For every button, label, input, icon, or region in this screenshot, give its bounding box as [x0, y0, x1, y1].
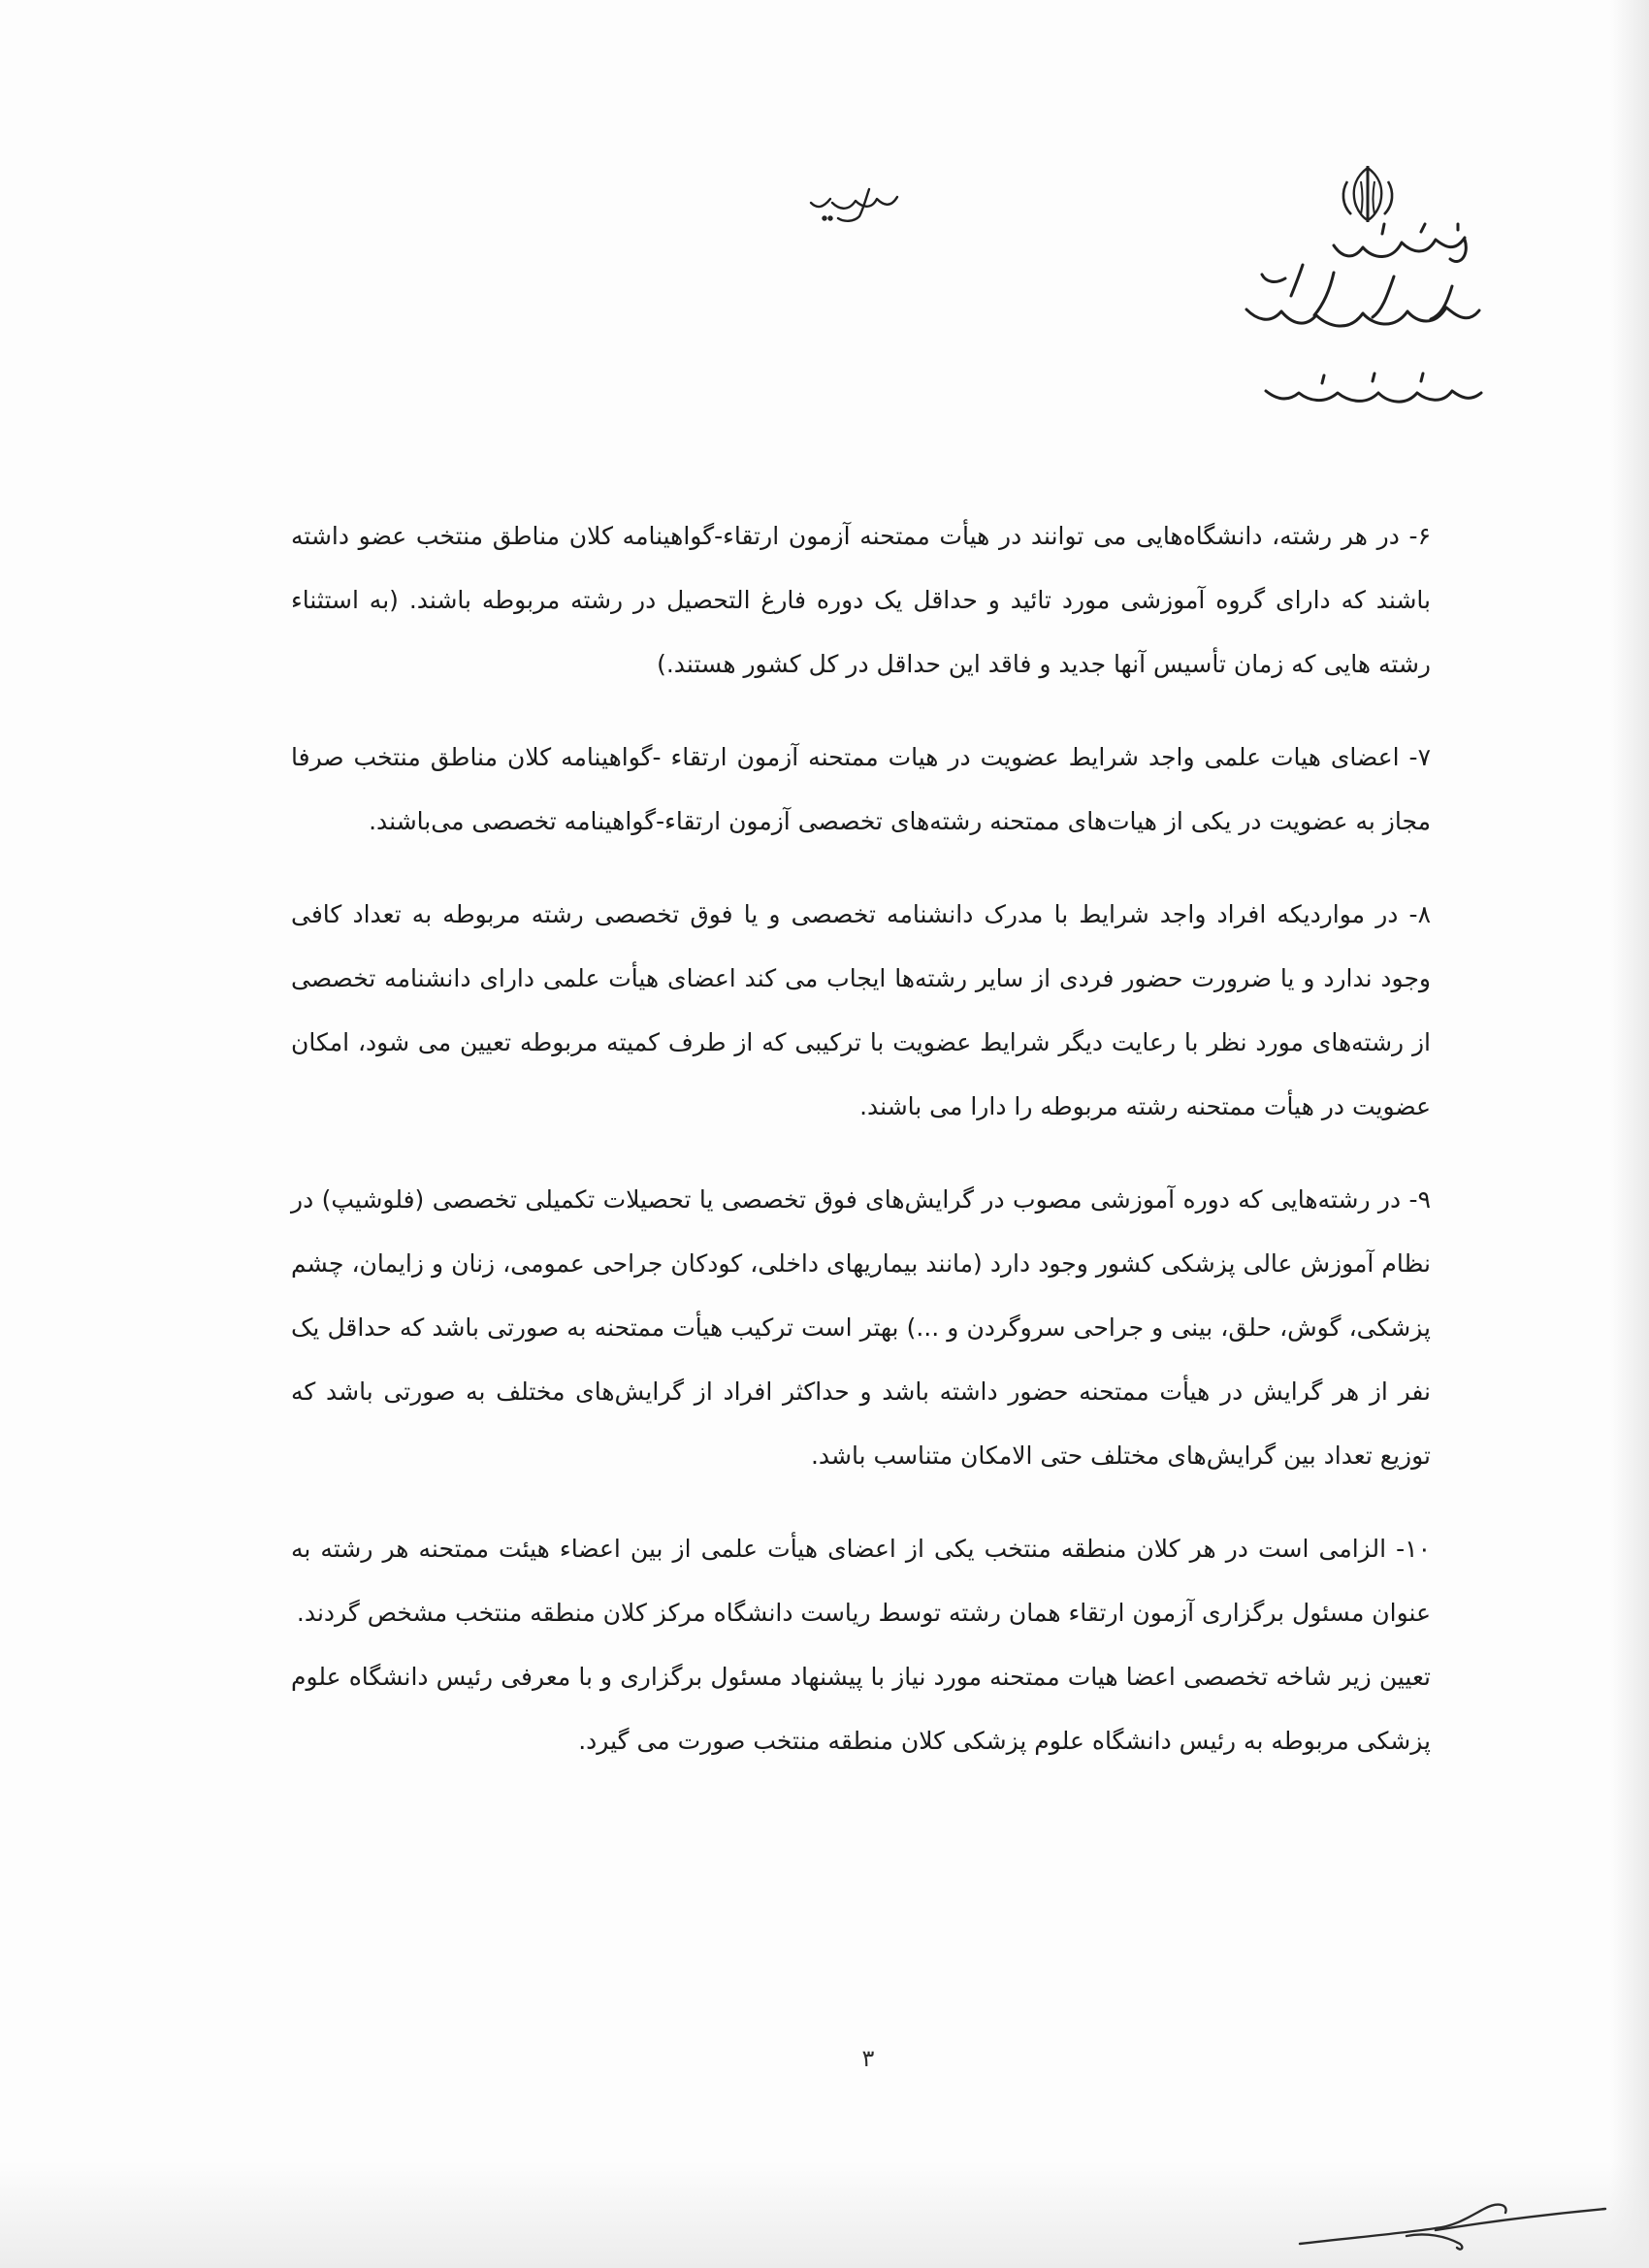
paragraph-7: ۷- اعضای هیات علمی واجد شرایط عضویت در هیات ممتحنه آزمون ارتقاء -گواهینامه کلان مناطق منتخب صرفا مجاز به عضویت در یکی از هیات‌های ممتحنه رشته‌های تخصصی آزمون ارتقاء-گواهینامه تخصصی می‌باشند.	[291, 743, 1431, 835]
handwritten-signature-icon	[1290, 2187, 1610, 2255]
paragraph-6: ۶- در هر رشته، دانشگاه‌هایی می توانند در هیأت ممتحنه آزمون ارتقاء-گواهینامه کلان مناطق منتخب عضو داشته باشند که دارای گروه آموزشی مورد تائید و حداقل یک دوره فارغ التحصیل در رشته مربوطه باشند. (به استثناء رشته هایی که زمان تأسیس آنها جدید و فاقد این حداقل در کل کشور هستند.)	[291, 522, 1431, 678]
scan-edge-shadow	[1610, 0, 1649, 2268]
document-body	[291, 504, 1431, 1802]
page-number: ۳	[861, 2045, 875, 2072]
paragraph-subbranch: تعیین زیر شاخه تخصصی اعضا هیات ممتحنه مورد نیاز با پیشنهاد مسئول برگزاری و با معرفی رئیس دانشگاه علوم پزشکی مربوطه به رئیس دانشگاه علوم پزشکی کلان منطقه منتخب صورت می گیرد.	[291, 1663, 1431, 1755]
paragraph-8: ۸- در مواردیکه افراد واجد شرایط با مدرک دانشنامه تخصصی و یا فوق تخصصی رشته مربوطه به تعداد کافی وجود ندارد و یا ضرورت حضور فردی از سایر رشته‌ها ایجاب می کند اعضای هیأت علمی دارای دانشنامه تخصصی از رشته‌های مورد نظر با رعایت دیگر شرایط عضویت با ترکیبی که از طرف کمیته مربوطه تعیین می شود، امکان عضویت در هیأت ممتحنه رشته مربوطه را دارا می باشند.	[291, 900, 1431, 1120]
paragraph-9: ۹- در رشته‌هایی که دوره آموزشی مصوب در گرایش‌های فوق تخصصی یا تحصیلات تکمیلی تخصصی (فلوشیپ) در نظام آموزش عالی پزشکی کشور وجود دارد (مانند بیماریهای داخلی، کودکان جراحی عمومی، زنان و زایمان، چشم پزشکی، گوش، حلق، بینی و جراحی سروگردن و ...) بهتر است ترکیب هیأت ممتحنه به صورتی باشد که حداقل یک نفر از هر گرایش در هیأت ممتحنه حضور داشته باشد و حداکثر افراد از گرایش‌های مختلف به صورتی باشد که توزیع تعداد بین گرایش‌های مختلف حتی الامکان متناسب باشد.	[291, 1185, 1431, 1470]
ministry-handwritten-lettering	[1227, 218, 1489, 427]
paragraph-10: ۱۰- الزامی است در هر کلان منطقه منتخب یکی از اعضای هیأت علمی از بین اعضاء هیئت ممتحنه هر رشته به عنوان مسئول برگزاری آزمون ارتقاء همان رشته توسط ریاست دانشگاه مرکز کلان منطقه منتخب مشخص گردند.	[291, 1535, 1431, 1627]
bismillah-handwriting	[805, 179, 902, 228]
